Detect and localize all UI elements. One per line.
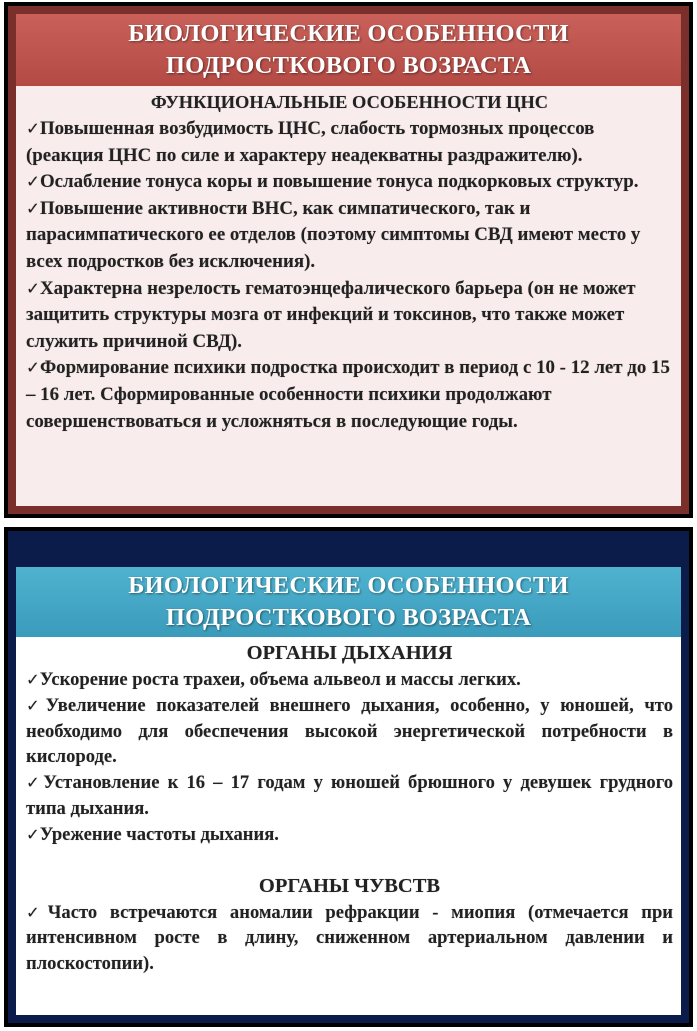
list-item <box>26 667 673 693</box>
checkmark-icon: ✓ <box>26 358 40 378</box>
checkmark-icon: ✓ <box>26 670 40 689</box>
list-item <box>26 770 673 822</box>
list-item-text: Повышение активности ВНС, как симпатического, так и парасимпатического ее отделов (поэтому симптомы СВД имеют место у всех подростков без исключения). <box>26 197 641 272</box>
slide-resp-title-line2: ПОДРОСТКОВОГО ВОЗРАСТА <box>165 604 532 631</box>
slide-cns-title-band <box>16 14 681 86</box>
list-item <box>26 276 673 356</box>
list-item-text: Урежение частоты дыхания. <box>39 823 279 845</box>
section-spacer <box>26 848 673 872</box>
list-item-text: Установление к 16 – 17 годам у юношей брюшного у девушек грудного типа дыхания. <box>26 772 673 819</box>
slide-cns-title-line1: БИОЛОГИЧЕСКИЕ ОСОБЕННОСТИ <box>128 20 569 47</box>
list-item-text: Ослабление тонуса коры и повышение тонуса подкорковых структур. <box>39 171 639 193</box>
list-item-text: Характерна незрелость гематоэнцефалического барьера (он не может защитить структуры мозга от инфекций и токсинов, что также может служить причиной СВД). <box>26 277 636 352</box>
list-item <box>26 693 673 770</box>
list-item <box>26 116 673 169</box>
checkmark-icon: ✓ <box>26 278 40 298</box>
list-item-text: Часто встречаются аномалии рефракции - миопия (отмечается при интенсивном росте в длину, сниженном артериальном давлении и плоскостопии). <box>26 901 673 975</box>
checkmark-icon: ✓ <box>26 172 40 192</box>
list-item-text: Увеличение показателей внешнего дыхания, особенно, у юношей, что необходимо для обеспечения высокой энергетической потребности в кислороде. <box>26 694 673 768</box>
slide-cns-body <box>26 90 673 435</box>
slide-resp-title-line1: БИОЛОГИЧЕСКИЕ ОСОБЕННОСТИ <box>128 572 569 599</box>
slide-resp-panel <box>16 567 681 1015</box>
list-item <box>26 196 673 276</box>
list-item <box>26 900 673 977</box>
checkmark-icon: ✓ <box>26 695 46 715</box>
list-item <box>26 355 673 435</box>
list-item <box>26 169 673 196</box>
section-heading-respiratory: ОРГАНЫ ДЫХАНИЯ <box>246 642 453 664</box>
list-item <box>26 822 673 848</box>
list-item-text: Формирование психики подростка происходит в период с 10 - 12 лет до 15 – 16 лет. Сформированные особенности психики продолжают совершенствоваться и усложняться в последующие годы. <box>26 357 670 432</box>
checkmark-icon: ✓ <box>26 119 40 138</box>
slide-cns-title-line2: ПОДРОСТКОВОГО ВОЗРАСТА <box>165 52 532 79</box>
list-item-text: Ускорение роста трахеи, объема альвеол и массы легких. <box>39 669 521 690</box>
checkmark-icon: ✓ <box>26 824 40 844</box>
section-heading-cns: ФУНКЦИОНАЛЬНЫЕ ОСОБЕННОСТИ ЦНС <box>150 92 549 112</box>
slide-resp-body <box>26 639 673 977</box>
checkmark-icon: ✓ <box>26 198 40 218</box>
slide-cns-panel <box>16 14 681 506</box>
slide-resp-title-band <box>16 567 681 637</box>
checkmark-icon: ✓ <box>26 902 48 922</box>
section-heading-senses: ОРГАНЫ ЧУВСТВ <box>258 874 441 897</box>
slide-cns <box>4 2 693 518</box>
checkmark-icon: ✓ <box>26 773 44 793</box>
list-item-text: Повышенная возбудимость ЦНС, слабость тормозных процессов (реакция ЦНС по силе и характеру неадекватны раздражителю). <box>26 118 595 166</box>
slide-respiratory-senses <box>4 527 693 1027</box>
